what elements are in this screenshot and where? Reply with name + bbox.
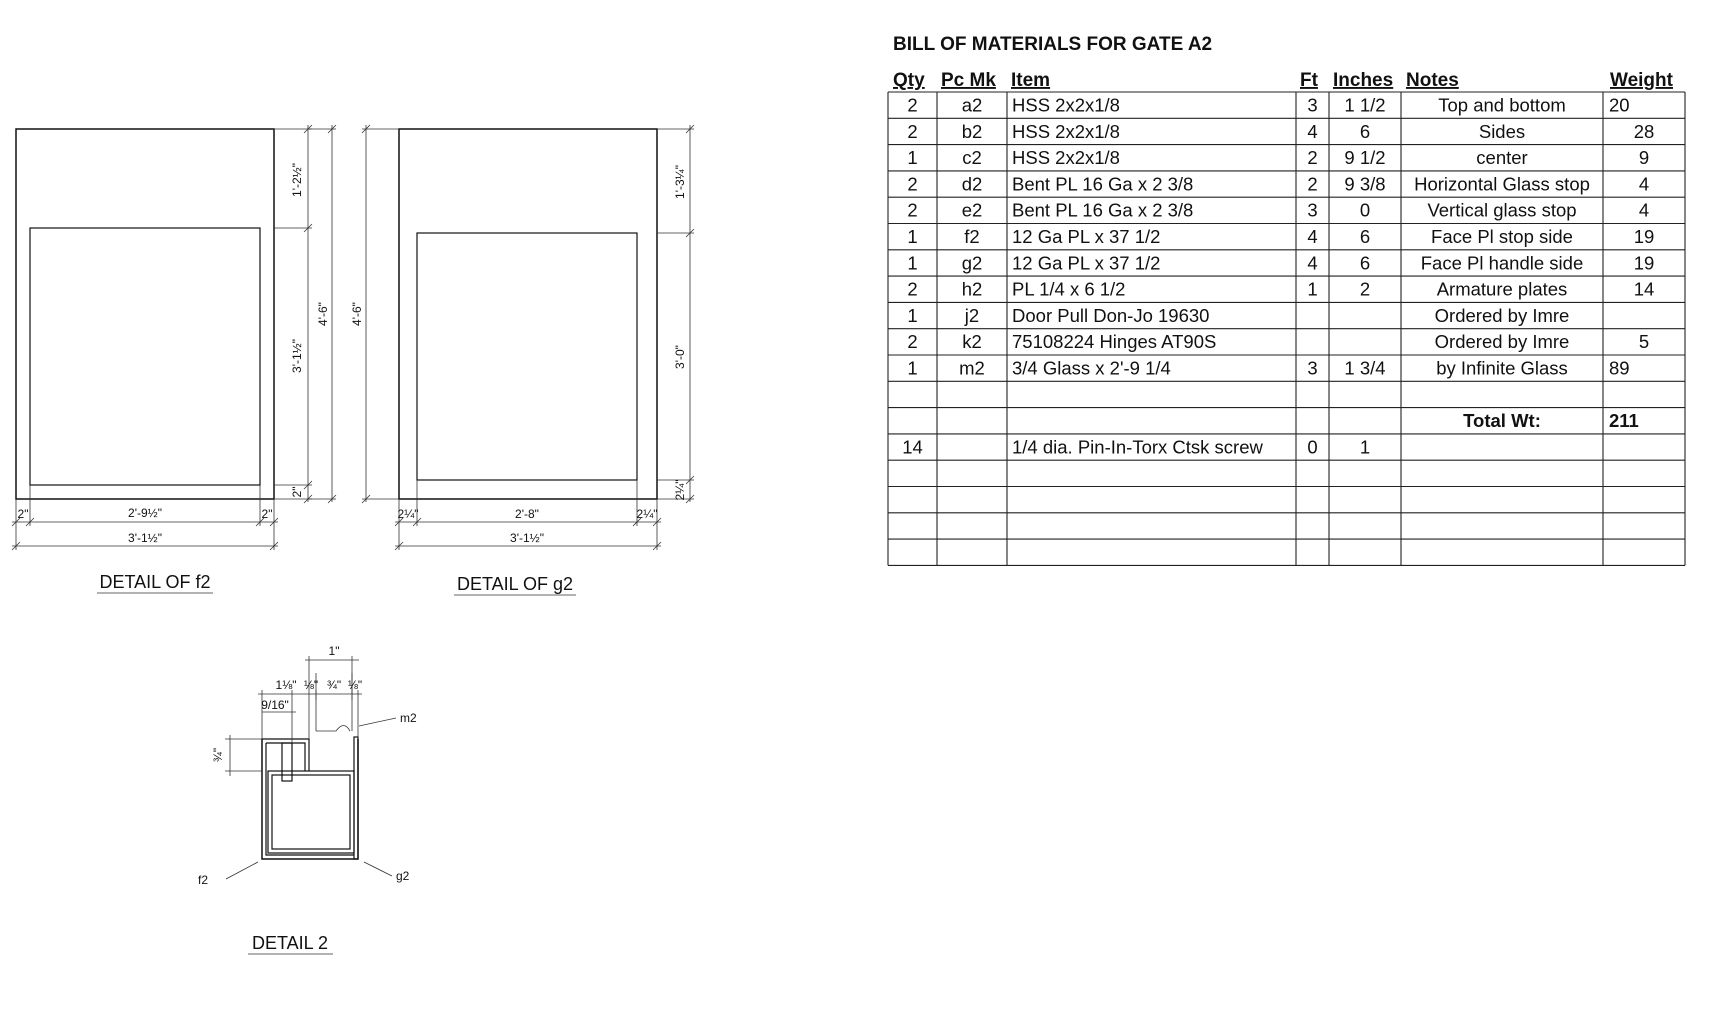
g2-dim-center: 2'-8"	[515, 507, 539, 521]
bom-cell-inches: 1	[1359, 436, 1371, 458]
bom-header-pcmk: Pc Mk	[941, 70, 996, 91]
bom-cell-ft: 3	[1307, 199, 1318, 221]
bom-cell-inches: 6	[1359, 120, 1371, 142]
bom-title: BILL OF MATERIALS FOR GATE A2	[893, 34, 1213, 55]
bom-cell-notes: center	[1476, 147, 1528, 169]
bom-cell-qty: 1	[907, 147, 918, 169]
bom-cell-qty: 1	[907, 304, 918, 326]
bom-cell-pcmk: e2	[961, 199, 983, 221]
bom-cell-inches: 6	[1359, 252, 1371, 274]
f2-dim-top: 1'-2½"	[290, 163, 304, 197]
f2-dim-mid: 3'-1½"	[290, 339, 304, 373]
bom-cell-ft: 4	[1307, 252, 1318, 274]
g2-dim-right: 2¼"	[636, 507, 658, 521]
bom-cell-weight: 20	[1609, 94, 1630, 116]
bom-cell-notes: Face Pl stop side	[1431, 226, 1573, 247]
f2-caption: DETAIL OF f2	[99, 572, 211, 592]
bom-cell-pcmk: g2	[961, 252, 983, 274]
bom-cell-qty: 2	[907, 173, 918, 195]
bom-cell-inches: 2	[1359, 278, 1371, 300]
bom-cell-item: 1/4 dia. Pin-In-Torx Ctsk screw	[1012, 436, 1263, 458]
bom-grid	[888, 92, 1685, 565]
bom-cell-qty: 2	[907, 199, 918, 221]
bom-cell-weight: 19	[1633, 252, 1655, 274]
bom-header-ft: Ft	[1300, 70, 1318, 91]
bom-cell-item: Bent PL 16 Ga x 2 3/8	[1012, 199, 1194, 221]
detail2-dim-9-16: 9/16"	[261, 698, 289, 712]
bom-header-weight: Weight	[1610, 70, 1673, 91]
g2-dim-width: 3'-1½"	[510, 531, 544, 545]
g2-dim-overall-left: 4'-6"	[350, 302, 364, 326]
bom-header-item: Item	[1011, 70, 1051, 91]
bom-cell-pcmk: j2	[964, 304, 980, 326]
detail2-dim-3-4-vert: ¾"	[211, 747, 225, 763]
bom-cell-notes: by Infinite Glass	[1436, 357, 1568, 379]
bom-cell-ft: 1	[1307, 278, 1318, 300]
bom-cell-ft: 2	[1307, 147, 1318, 169]
bom-cell-inches: 1 1/2	[1344, 94, 1386, 116]
f2-glass-opening	[30, 228, 260, 485]
bom-cell-inches: 1 3/4	[1344, 357, 1386, 379]
bom-cell-item: Door Pull Don-Jo 19630	[1012, 304, 1210, 326]
f2-outer-plate	[16, 129, 274, 499]
bom-cell-notes: Vertical glass stop	[1427, 199, 1577, 221]
bom-cell-item: HSS 2x2x1/8	[1012, 94, 1120, 116]
bom-cell-ft: 3	[1307, 94, 1318, 116]
bom-cell-qty: 1	[907, 226, 918, 247]
detail2-caption: DETAIL 2	[251, 933, 329, 953]
bom-cell-notes: Face Pl handle side	[1420, 252, 1584, 274]
bom-cell-weight: 211	[1609, 410, 1639, 432]
g2-caption: DETAIL OF g2	[456, 574, 574, 594]
bom-cell-item: 12 Ga PL x 37 1/2	[1012, 252, 1161, 274]
bom-cell-pcmk: a2	[961, 94, 983, 116]
bom-cell-qty: 2	[907, 331, 918, 353]
bom-table	[888, 34, 1685, 565]
f2-dim-center: 2'-9½"	[128, 506, 162, 520]
bom-cell-notes: Armature plates	[1436, 278, 1568, 300]
bom-cell-pcmk: k2	[962, 331, 982, 353]
detail-2	[198, 644, 417, 954]
bom-cell-ft: 3	[1307, 357, 1318, 379]
bom-cell-qty: 2	[907, 94, 918, 116]
detail2-label-f2: f2	[198, 873, 209, 887]
bom-cell-weight: 19	[1633, 226, 1655, 247]
detail2-dim-1-8b: ⅛"	[347, 678, 363, 692]
f2-dim-left: 2"	[17, 507, 29, 521]
bom-cell-pcmk: f2	[964, 226, 980, 247]
bom-header-notes: Notes	[1406, 70, 1459, 91]
bom-cell-qty: 1	[907, 357, 918, 379]
bom-cell-pcmk: d2	[961, 173, 983, 195]
bom-cell-pcmk: c2	[962, 147, 982, 169]
bom-cell-qty: 2	[907, 120, 918, 142]
bom-cell-notes: Top and bottom	[1438, 94, 1566, 116]
bom-cell-pcmk: b2	[961, 120, 983, 142]
bom-cell-notes: Ordered by Imre	[1434, 331, 1570, 353]
bom-header-qty: Qty	[893, 70, 925, 91]
g2-outer-plate	[399, 129, 657, 499]
detail2-f2-profile	[262, 739, 358, 859]
bom-cell-notes: Horizontal Glass stop	[1414, 173, 1590, 195]
bom-cell-notes: Ordered by Imre	[1434, 304, 1570, 326]
bom-cell-weight: 14	[1633, 278, 1655, 300]
bom-cell-ft: 0	[1307, 436, 1318, 458]
g2-glass-opening	[417, 233, 637, 480]
bom-cell-pcmk: h2	[961, 278, 983, 300]
bom-header-inches: Inches	[1333, 70, 1394, 91]
bom-cell-item: Bent PL 16 Ga x 2 3/8	[1012, 173, 1194, 195]
bom-cell-notes: Total Wt:	[1463, 410, 1541, 432]
g2-dim-mid: 3'-0"	[673, 345, 687, 369]
detail2-label-g2: g2	[396, 869, 410, 883]
f2-dim-right: 2"	[261, 507, 273, 521]
g2-dim-left: 2¼"	[397, 507, 419, 521]
bom-cell-item: 12 Ga PL x 37 1/2	[1012, 226, 1161, 247]
bom-cell-qty: 2	[907, 278, 918, 300]
detail-f2	[12, 125, 336, 593]
f2-dim-width: 3'-1½"	[128, 531, 162, 545]
bom-cell-item: HSS 2x2x1/8	[1012, 120, 1120, 142]
bom-cell-weight: 4	[1638, 173, 1650, 195]
bom-cell-item: 3/4 Glass x 2'-9 1/4	[1012, 357, 1171, 379]
detail-g2	[350, 125, 694, 595]
bom-cell-ft: 4	[1307, 120, 1318, 142]
bom-cell-item: PL 1/4 x 6 1/2	[1012, 278, 1126, 300]
bom-cell-inches: 6	[1359, 226, 1371, 247]
bom-cell-qty: 1	[907, 252, 918, 274]
bom-cell-weight: 28	[1633, 120, 1655, 142]
f2-dim-overall: 4'-6"	[316, 302, 330, 326]
bom-cell-inches: 9 1/2	[1344, 147, 1386, 169]
bom-cell-item: HSS 2x2x1/8	[1012, 147, 1120, 169]
detail2-hss-tube	[268, 771, 354, 853]
g2-dim-top: 1'-3¼"	[673, 165, 687, 199]
detail2-dim-1-1-8: 1⅛"	[275, 678, 297, 692]
detail2-label-m2: m2	[400, 711, 417, 725]
bom-cell-notes: Sides	[1478, 120, 1526, 142]
detail2-dim-1in: 1"	[328, 644, 340, 658]
bom-cell-pcmk: m2	[959, 357, 985, 379]
detail2-dim-3-4: ¾"	[326, 678, 342, 692]
f2-dim-bot: 2"	[290, 486, 304, 498]
bom-cell-qty: 14	[902, 436, 923, 458]
bom-cell-ft: 4	[1307, 226, 1318, 247]
bom-cell-inches: 0	[1359, 199, 1371, 221]
detail2-dim-1-8a: ⅛"	[303, 678, 319, 692]
bom-cell-ft: 2	[1307, 173, 1318, 195]
bom-cell-item: 75108224 Hinges AT90S	[1012, 331, 1217, 353]
bom-cell-weight: 4	[1638, 199, 1650, 221]
bom-cell-inches: 9 3/8	[1344, 173, 1386, 195]
bom-cell-weight: 5	[1638, 331, 1650, 353]
bom-cell-weight: 89	[1609, 357, 1630, 379]
g2-dim-bot: 2¼"	[673, 479, 687, 501]
bom-cell-weight: 9	[1638, 147, 1650, 169]
